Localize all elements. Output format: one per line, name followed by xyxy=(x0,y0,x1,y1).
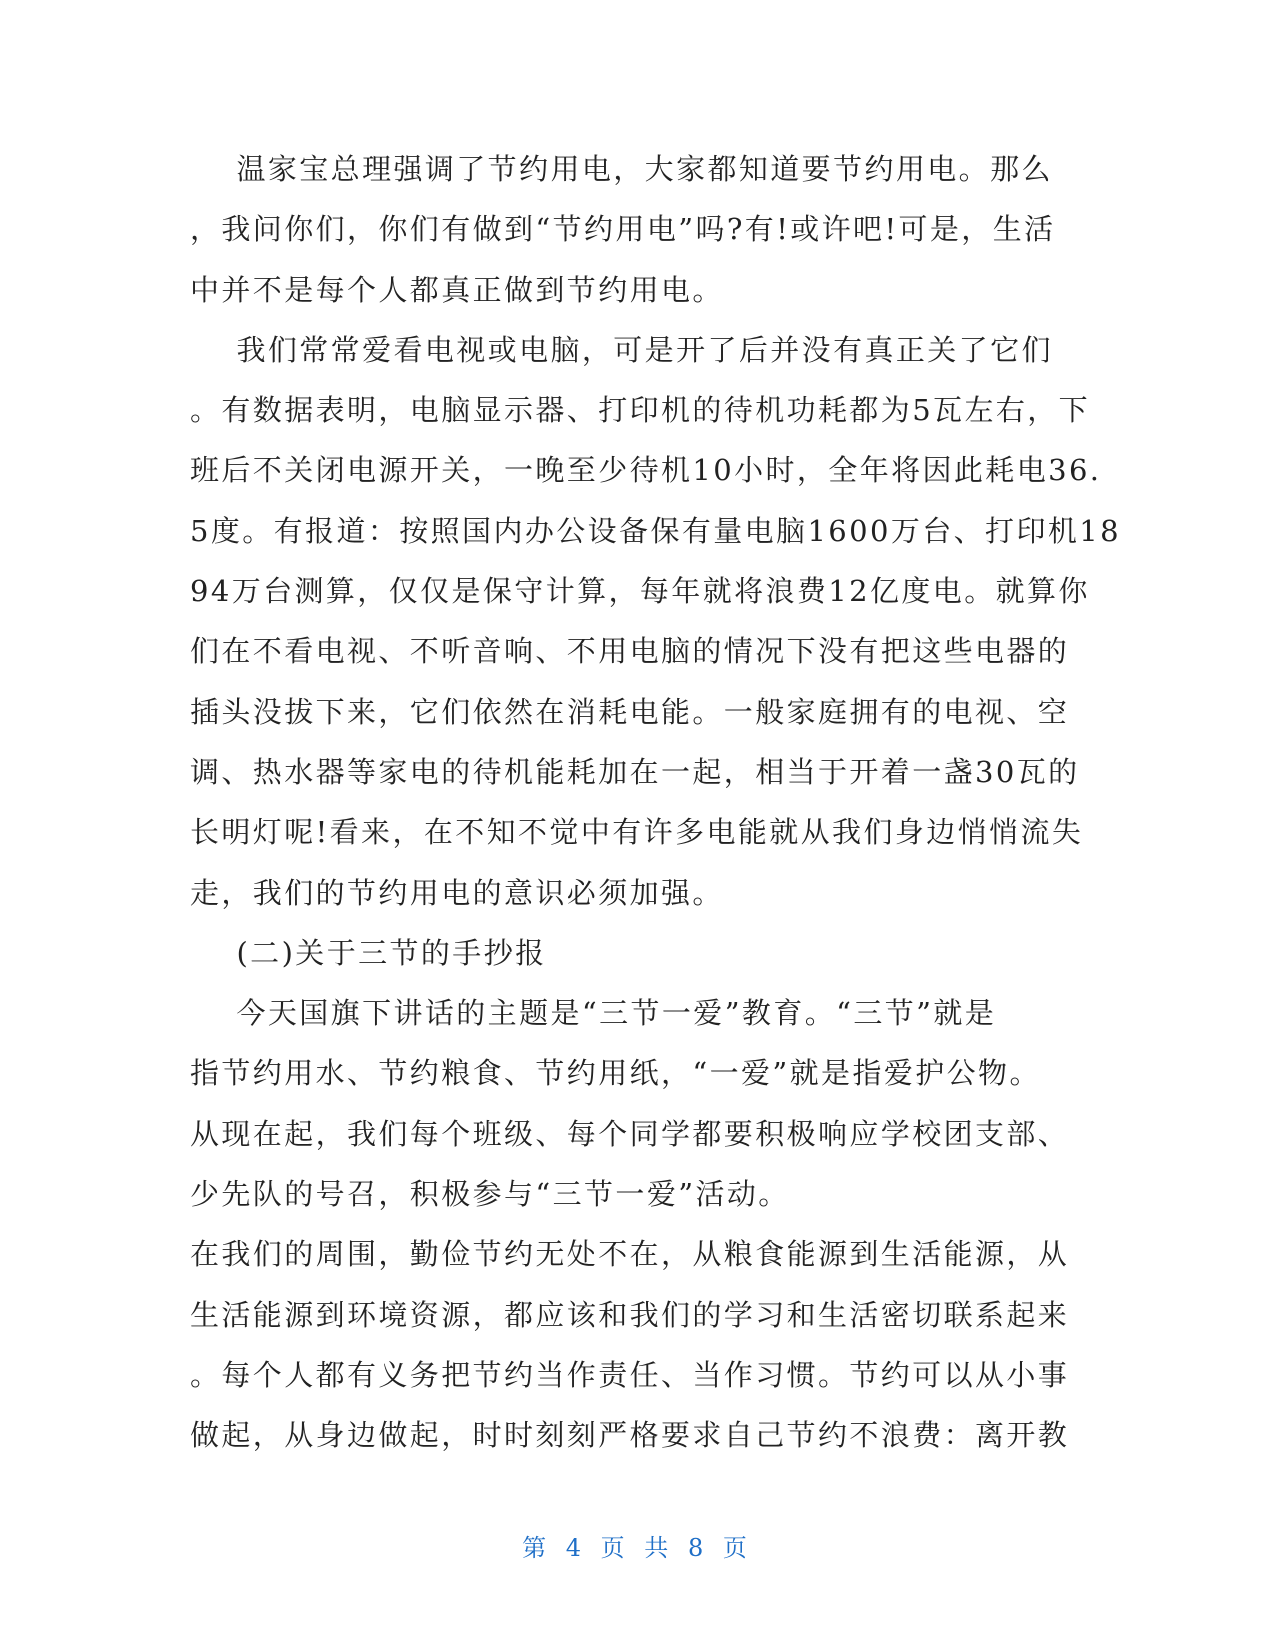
text-line: 们在不看电视、不听音响、不用电脑的情况下没有把这些电器的 xyxy=(190,634,1070,669)
text-line: 中并不是每个人都真正做到节约用电。 xyxy=(190,272,724,307)
text-line: 少先队的号召，积极参与“三节一爱”活动。 xyxy=(190,1177,790,1212)
text-line: 。每个人都有义务把节约当作责任、当作习惯。节约可以从小事 xyxy=(190,1357,1070,1392)
text-line: ，我问你们，你们有做到“节约用电”吗?有!或许吧!可是，生活 xyxy=(190,212,1056,247)
text-line: 指节约用水、节约粮食、节约用纸，“一爱”就是指爱护公物。 xyxy=(190,1056,1041,1091)
text-line: 我们常常爱看电视或电脑，可是开了后并没有真正关了它们 xyxy=(190,332,1053,367)
text-line: 。有数据表明，电脑显示器、打印机的待机功耗都为5瓦左右，下 xyxy=(190,393,1091,428)
body-text xyxy=(190,139,1121,1466)
text-line: 94万台测算，仅仅是保守计算，每年就将浪费12亿度电。就算你 xyxy=(190,574,1090,609)
text-line: 走，我们的节约用电的意识必须加强。 xyxy=(190,875,724,910)
text-line: 在我们的周围，勤俭节约无处不在，从粮食能源到生活能源，从 xyxy=(190,1237,1070,1272)
text-line: 长明灯呢!看来，在不知不觉中有许多电能就从我们身边悄悄流失 xyxy=(190,815,1084,850)
text-line: 插头没拔下来，它们依然在消耗电能。一般家庭拥有的电视、空 xyxy=(190,694,1070,729)
text-line: 班后不关闭电源开关，一晚至少待机10小时，全年将因此耗电36. xyxy=(190,453,1102,488)
text-line: 5度。有报道：按照国内办公设备保有量电脑1600万台、打印机18 xyxy=(190,513,1121,548)
text-line: 温家宝总理强调了节约用电，大家都知道要节约用电。那么 xyxy=(190,152,1053,186)
text-line: 生活能源到环境资源，都应该和我们的学习和生活密切联系起来 xyxy=(190,1297,1070,1332)
text-line: 调、热水器等家电的待机能耗加在一起，相当于开着一盏30瓦的 xyxy=(190,754,1080,789)
page-number-footer: 第 4 页 共 8 页 xyxy=(522,1534,753,1562)
section-heading: (二)关于三节的手抄报 xyxy=(190,935,547,970)
text-line: 做起，从身边做起，时时刻刻严格要求自己节约不浪费：离开教 xyxy=(190,1418,1070,1453)
text-line: 今天国旗下讲话的主题是“三节一爱”教育。“三节”就是 xyxy=(190,996,997,1031)
text-line: 从现在起，我们每个班级、每个同学都要积极响应学校团支部、 xyxy=(190,1116,1070,1151)
